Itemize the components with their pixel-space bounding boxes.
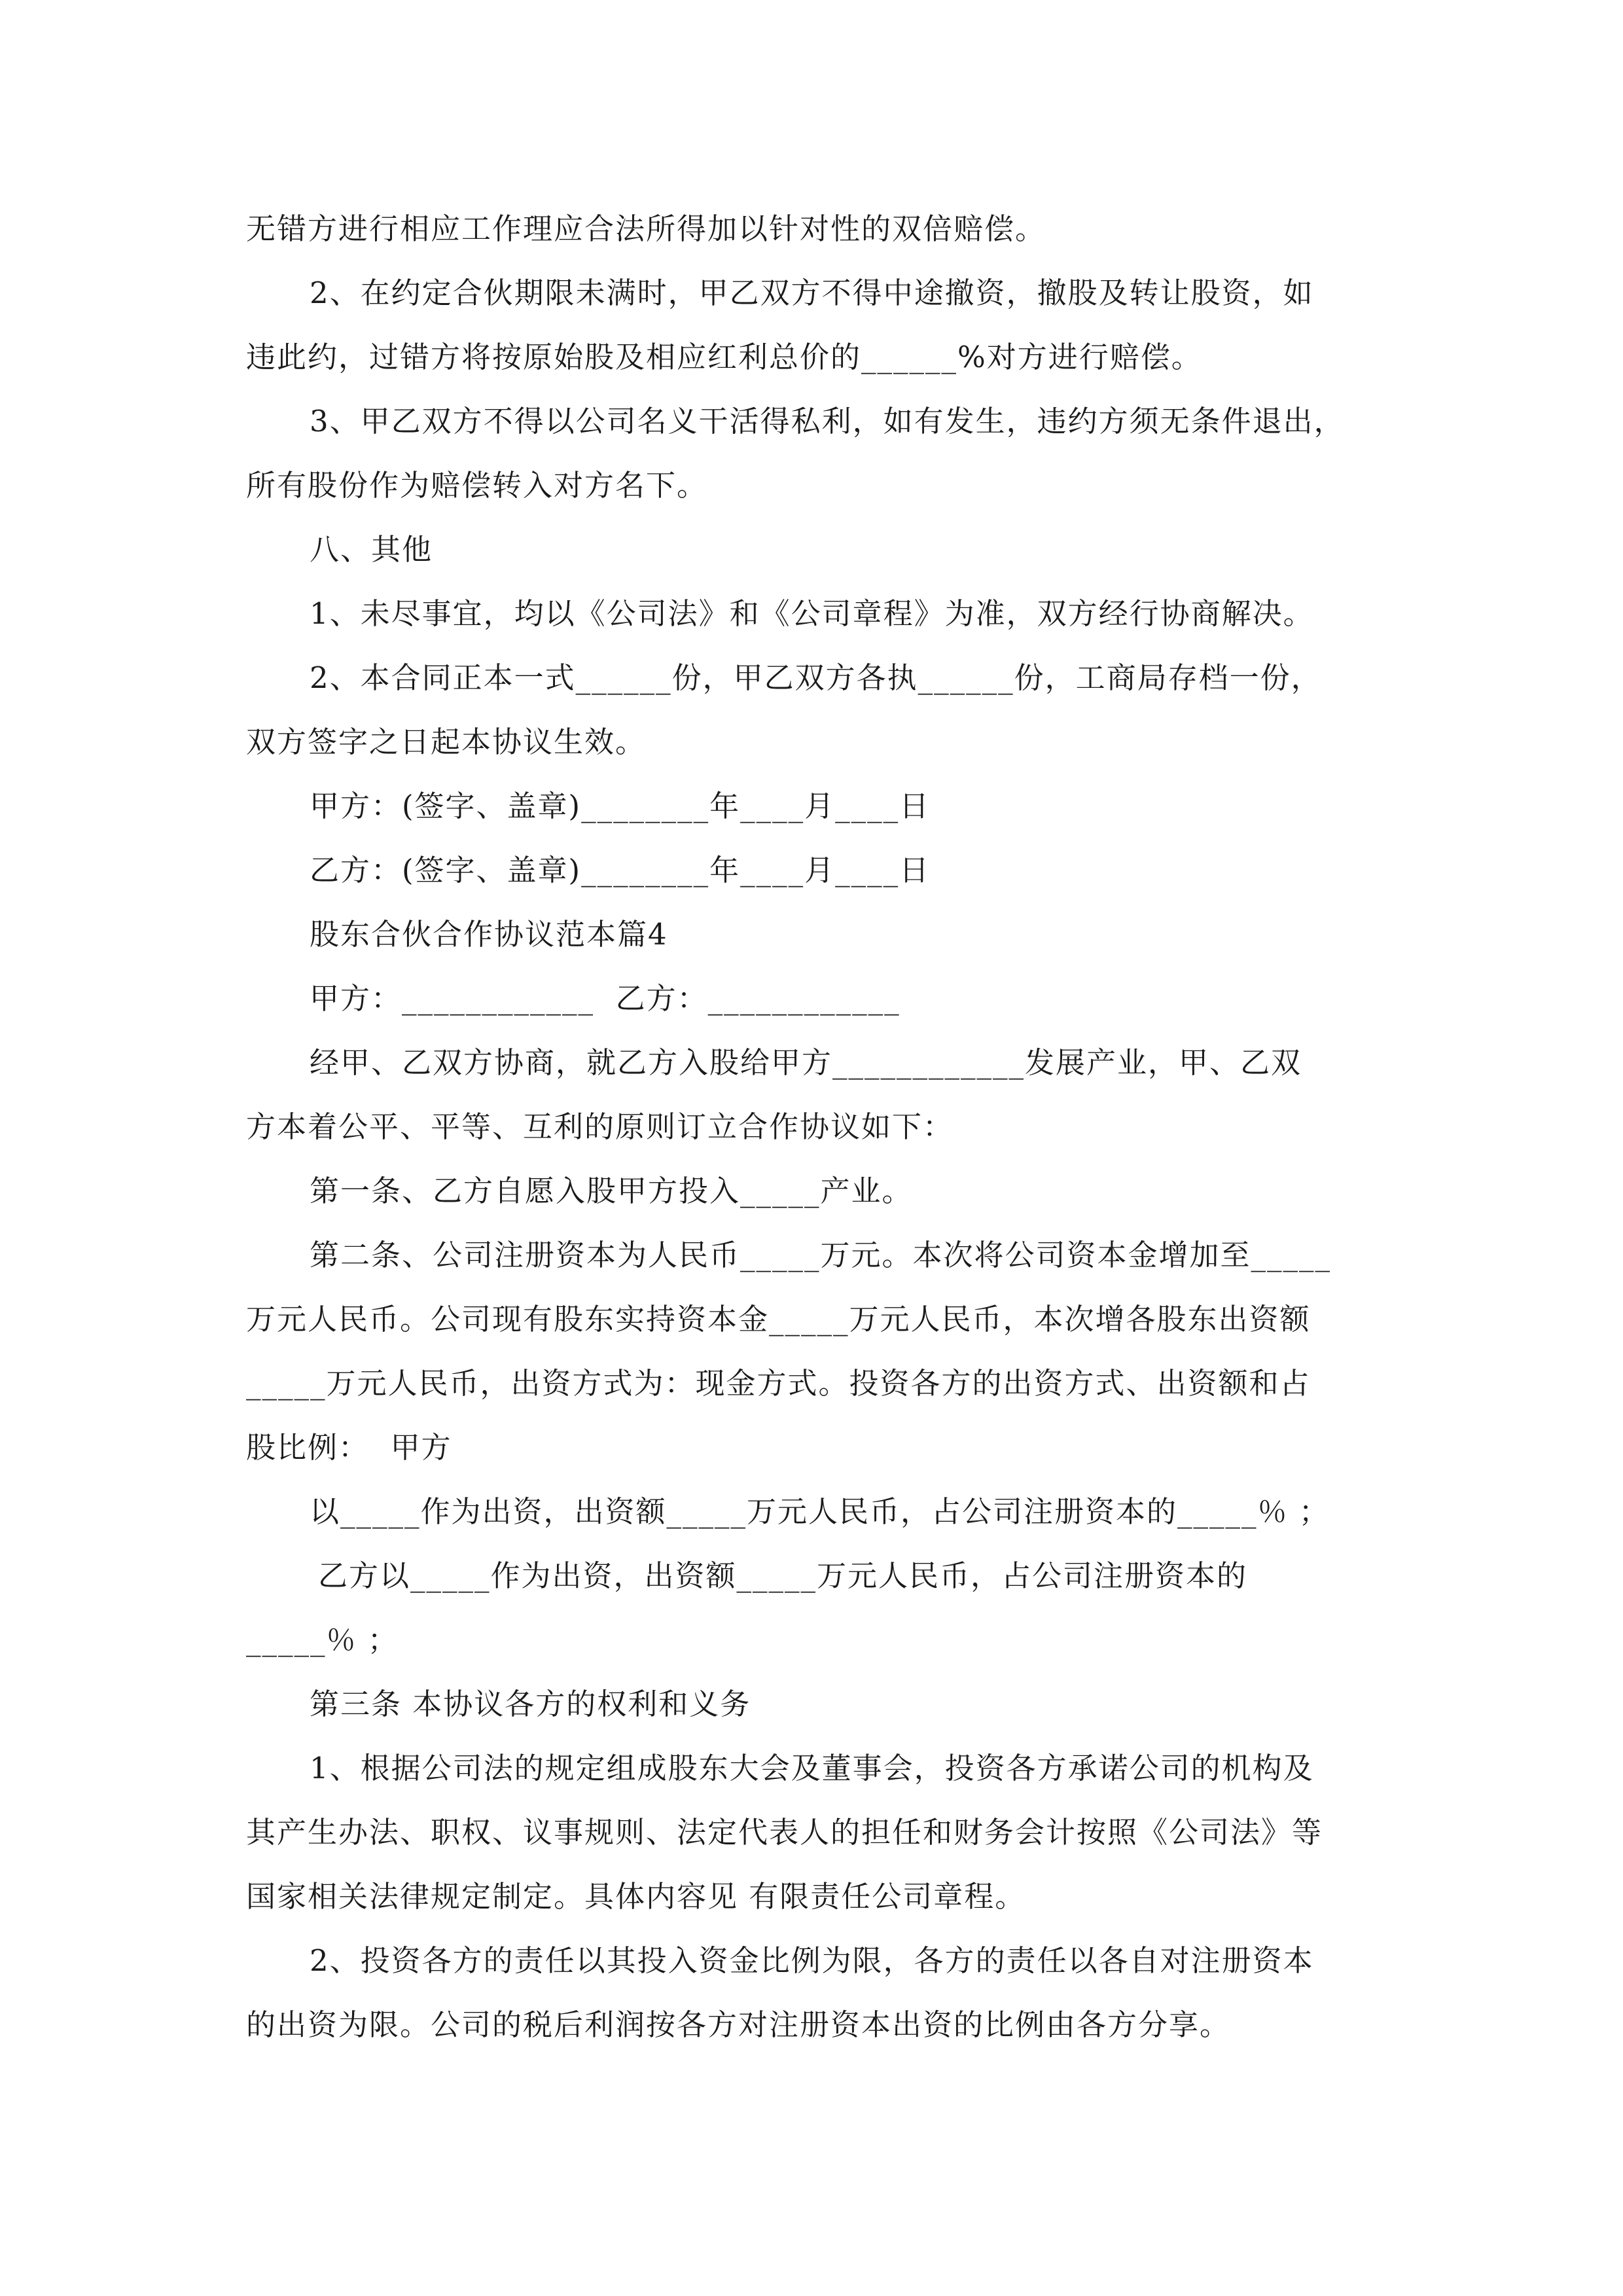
- article-line: 第一条、乙方自愿入股甲方投入_____产业。: [310, 1174, 913, 1208]
- paragraph-line: 方本着公平、平等、互利的原则订立合作协议如下：: [246, 1109, 954, 1144]
- paragraph-line: 2、投资各方的责任以其投入资金比例为限，各方的责任以各自对注册资本: [310, 1943, 1314, 1978]
- signature-line-party-a: 甲方：(签字、盖章)________年____月____日: [310, 789, 931, 823]
- paragraph-line: 的出资为限。公司的税后利润按各方对注册资本出资的比例由各方分享。: [246, 2007, 1231, 2042]
- paragraph-line: 其产生办法、职权、议事规则、法定代表人的担任和财务会计按照《公司法》等: [246, 1815, 1323, 1850]
- paragraph-line: 违此约，过错方将按原始股及相应红利总价的______%对方进行赔偿。: [246, 340, 1202, 374]
- paragraph-line: _____％ ；: [246, 1623, 399, 1657]
- signature-line-party-b: 乙方：(签字、盖章)________年____月____日: [310, 853, 931, 888]
- paragraph-line: 2、在约定合伙期限未满时，甲乙双方不得中途撤资，撤股及转让股资，如: [310, 276, 1314, 310]
- paragraph-line: _____万元人民币，出资方式为：现金方式。投资各方的出资方式、出资额和占: [246, 1366, 1311, 1401]
- paragraph-line: 国家相关法律规定制定。具体内容见 有限责任公司章程。: [246, 1879, 1026, 1914]
- paragraph-line: 所有股份作为赔偿转入对方名下。: [246, 468, 708, 503]
- section-title: 股东合伙合作协议范本篇4: [310, 917, 668, 952]
- paragraph-line: 以_____作为出资，出资额_____万元人民币，占公司注册资本的_____％ ；: [310, 1494, 1330, 1529]
- paragraph-line: 3、甲乙双方不得以公司名义干活得私利，如有发生，违约方须无条件退出，: [310, 404, 1345, 439]
- paragraph-line: 无错方进行相应工作理应合法所得加以针对性的双倍赔偿。: [246, 211, 1046, 246]
- paragraph-line: 2、本合同正本一式______份，甲乙双方各执______份，工商局存档一份，: [310, 660, 1322, 695]
- paragraph-line: 乙方以_____作为出资，出资额_____万元人民币，占公司注册资本的: [318, 1558, 1248, 1593]
- paragraph-line: 经甲、乙双方协商，就乙方入股给甲方____________发展产业，甲、乙双: [310, 1045, 1302, 1080]
- section-heading: 八、其他: [310, 532, 433, 567]
- paragraph-line: 1、未尽事宜，均以《公司法》和《公司章程》为准，双方经行协商解决。: [310, 596, 1314, 631]
- article-line: 第二条、公司注册资本为人民币_____万元。本次将公司资本金增加至_____: [310, 1238, 1332, 1272]
- article-heading: 第三条 本协议各方的权利和义务: [310, 1687, 751, 1721]
- paragraph-line: 双方签字之日起本协议生效。: [246, 725, 647, 759]
- parties-line: 甲方：____________ 乙方：____________: [310, 981, 901, 1016]
- paragraph-line: 1、根据公司法的规定组成股东大会及董事会，投资各方承诺公司的机构及: [310, 1751, 1314, 1785]
- paragraph-line: 股比例： 甲方: [246, 1430, 452, 1465]
- paragraph-line: 万元人民币。公司现有股东实持资本金_____万元人民币，本次增各股东出资额: [246, 1302, 1311, 1336]
